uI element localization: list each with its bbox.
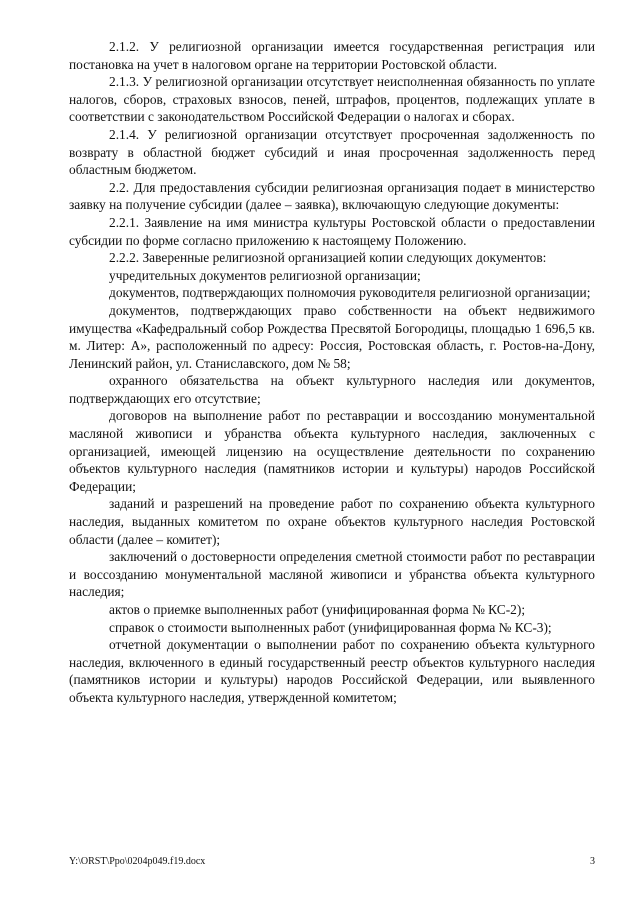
document-body (69, 38, 595, 707)
footer-page-number: 3 (590, 856, 595, 867)
paragraph-2-1-2: 2.1.2. У религиозной организации имеется государственная регистрация или постановка на учет в налоговом органе на территории Ростовской области. (69, 39, 595, 72)
paragraph-2-2-2: 2.2.2. Заверенные религиозной организацией копии следующих документов: (109, 250, 547, 266)
footer-file-path: Y:\ORST\Ppo\0204p049.f19.docx (69, 856, 206, 867)
list-item-acceptance-acts: актов о приемке выполненных работ (унифицированная форма № КС-2); (109, 602, 526, 617)
list-item-protection-obligation: охранного обязательства на объект культурного наследия или документов, подтверждающих его отсутствие; (69, 373, 595, 406)
list-item-reporting-documentation: отчетной документации о выполнении работ по сохранению объекта культурного наследия, включенного в единый государственный реестр объектов культурного наследия (памятников истории и культуры) народов Российской Федерации, или выявленного объекта культурного наследия, утвержденной комитетом; (69, 637, 595, 705)
paragraph-2-1-4: 2.1.4. У религиозной организации отсутствует просроченная задолженность по возврату в областной бюджет субсидий и иная просроченная задолженность перед областным бюджетом. (69, 126, 595, 178)
list-item-cost-conclusions: заключений о достоверности определения сметной стоимости работ по реставрации и воссозданию монументальной масляной живописи и убранства объекта культурного наследия; (69, 549, 595, 600)
list-item-cost-certificates: справок о стоимости выполненных работ (унифицированная форма № КС-3); (109, 619, 552, 635)
list-item-authority-documents: документов, подтверждающих полномочия руководителя религиозной организации; (109, 285, 591, 301)
paragraph-2-2-1: 2.2.1. Заявление на имя министра культуры Ростовской области о предоставлении субсидии по форме согласно приложению к настоящему Положению. (69, 214, 595, 248)
list-item-ownership-documents: документов, подтверждающих право собственности на объект недвижимого имущества «Кафедральный собор Рождества Пресвятой Богородицы, площадью 1 696,5 кв. м. Литер: А», расположенный по адресу: Россия, Ростовская область, г. Ростов-на-Дону, Ленинский район, ул. Станиславского, дом № 58; (69, 302, 595, 371)
paragraph-2-2: 2.2. Для предоставления субсидии религиозная организация подает в министерство заявку на получение субсидии (далее – заявка), включающую следующие документы: (69, 179, 595, 213)
list-item-work-permits: заданий и разрешений на проведение работ по сохранению объекта культурного наследия, выданных комитетом по охране объектов культурного наследия Ростовской области (далее – комитет); (69, 496, 595, 547)
list-item-founding-documents: учредительных документов религиозной организации; (109, 267, 421, 283)
list-item-restoration-contracts: договоров на выполнение работ по реставрации и воссозданию монументальной масляной живописи и убранства объекта культурного наследия, заключенных с организацией, имеющей лицензию на осуществление деятельности по сохранению объектов культурного наследия (памятников истории и культуры) народов Российской Федерации; (69, 408, 595, 494)
paragraph-2-1-3: 2.1.3. У религиозной организации отсутствует неисполненная обязанность по уплате налогов, сборов, страховых взносов, пеней, штрафов, процентов, подлежащих уплате в соответствии с законодательством Российской Федерации о налогах и сборах. (69, 74, 595, 125)
